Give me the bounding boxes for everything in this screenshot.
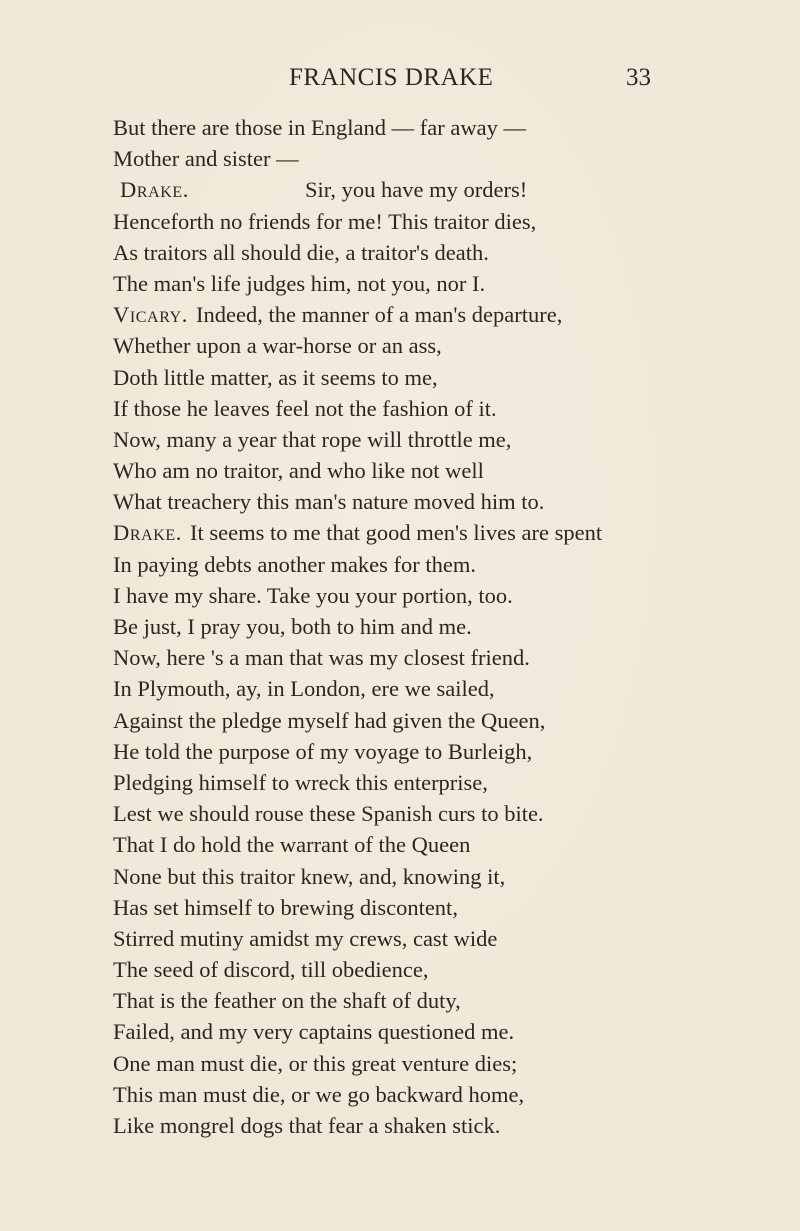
verse-line bbox=[113, 923, 713, 954]
verse-line bbox=[113, 611, 713, 642]
verse-line bbox=[113, 206, 713, 237]
line-text: Henceforth no friends for me! This traitor dies, bbox=[113, 208, 537, 234]
verse-line bbox=[113, 549, 713, 580]
line-text: In paying debts another makes for them. bbox=[113, 551, 477, 577]
verse-line bbox=[113, 299, 713, 330]
line-text: Now, here 's a man that was my closest friend. bbox=[113, 645, 530, 671]
verse-line bbox=[113, 517, 713, 548]
running-title: FRANCIS DRAKE bbox=[289, 64, 494, 91]
verse-line bbox=[113, 174, 713, 205]
line-text: Doth little matter, as it seems to me, bbox=[113, 364, 438, 390]
verse-line bbox=[113, 1048, 713, 1079]
line-text: That I do hold the warrant of the Queen bbox=[113, 832, 471, 858]
verse-line bbox=[113, 892, 713, 923]
running-head bbox=[0, 64, 800, 104]
verse-text bbox=[113, 112, 713, 1141]
verse-line bbox=[113, 767, 713, 798]
verse-line bbox=[113, 580, 713, 611]
verse-line bbox=[113, 954, 713, 985]
page-number: 33 bbox=[626, 64, 651, 91]
line-text: None but this traitor knew, and, knowing it, bbox=[113, 863, 506, 889]
line-text: One man must die, or this great venture dies; bbox=[113, 1050, 518, 1076]
line-text: Failed, and my very captains questioned me. bbox=[113, 1019, 515, 1045]
line-text: Whether upon a war-horse or an ass, bbox=[113, 333, 442, 359]
line-text: Indeed, the manner of a man's departure, bbox=[195, 302, 563, 328]
line-text: That is the feather on the shaft of duty, bbox=[113, 988, 461, 1014]
line-text: Stirred mutiny amidst my crews, cast wide bbox=[113, 925, 498, 951]
line-text: Like mongrel dogs that fear a shaken stick. bbox=[113, 1113, 501, 1138]
verse-line bbox=[113, 736, 713, 767]
line-text: Be just, I pray you, both to him and me. bbox=[113, 614, 472, 639]
line-text: In Plymouth, ay, in London, ere we sailed, bbox=[113, 676, 495, 702]
line-text: Against the pledge myself had given the Queen, bbox=[113, 707, 546, 733]
verse-line bbox=[113, 486, 713, 517]
line-text: Sir, you have my orders! bbox=[305, 177, 528, 203]
line-text: Lest we should rouse these Spanish curs to bite. bbox=[113, 801, 544, 827]
line-text: Pledging himself to wreck this enterprise, bbox=[113, 769, 488, 795]
line-text: Mother and sister — bbox=[113, 146, 299, 172]
line-text: What treachery this man's nature moved him to. bbox=[113, 489, 545, 515]
verse-line bbox=[113, 673, 713, 704]
verse-line bbox=[113, 143, 713, 174]
verse-line bbox=[113, 237, 713, 268]
line-text: This man must die, or we go backward home, bbox=[113, 1081, 525, 1107]
speaker-name: Vicary. bbox=[113, 302, 188, 328]
line-text: I have my share. Take you your portion, too. bbox=[113, 582, 513, 608]
verse-line bbox=[113, 455, 713, 486]
line-text: The man's life judges him, not you, nor I. bbox=[113, 270, 486, 296]
line-text: It seems to me that good men's lives are spent bbox=[190, 520, 603, 546]
verse-line bbox=[113, 705, 713, 736]
verse-line bbox=[113, 1016, 713, 1047]
verse-line bbox=[113, 985, 713, 1016]
verse-line bbox=[113, 362, 713, 393]
line-text: But there are those in England — far away — bbox=[113, 115, 526, 140]
line-text: The seed of discord, till obedience, bbox=[113, 957, 429, 983]
verse-line bbox=[113, 1079, 713, 1110]
verse-line bbox=[113, 642, 713, 673]
line-text: If those he leaves feel not the fashion of it. bbox=[113, 395, 497, 421]
verse-line bbox=[113, 424, 713, 455]
verse-line bbox=[113, 393, 713, 424]
verse-line bbox=[113, 268, 713, 299]
line-text: He told the purpose of my voyage to Burleigh, bbox=[113, 738, 533, 764]
verse-line bbox=[113, 112, 713, 143]
verse-line bbox=[113, 861, 713, 892]
line-text: As traitors all should die, a traitor's death. bbox=[113, 239, 489, 265]
verse-line bbox=[113, 330, 713, 361]
verse-line bbox=[113, 798, 713, 829]
verse-line bbox=[113, 1110, 713, 1141]
line-text: Now, many a year that rope will throttle me, bbox=[113, 426, 512, 452]
speaker-name: Drake. bbox=[120, 177, 190, 203]
speaker-name: Drake. bbox=[113, 520, 183, 546]
line-text: Who am no traitor, and who like not well bbox=[113, 458, 484, 484]
verse-line bbox=[113, 829, 713, 860]
line-text: Has set himself to brewing discontent, bbox=[113, 894, 458, 920]
